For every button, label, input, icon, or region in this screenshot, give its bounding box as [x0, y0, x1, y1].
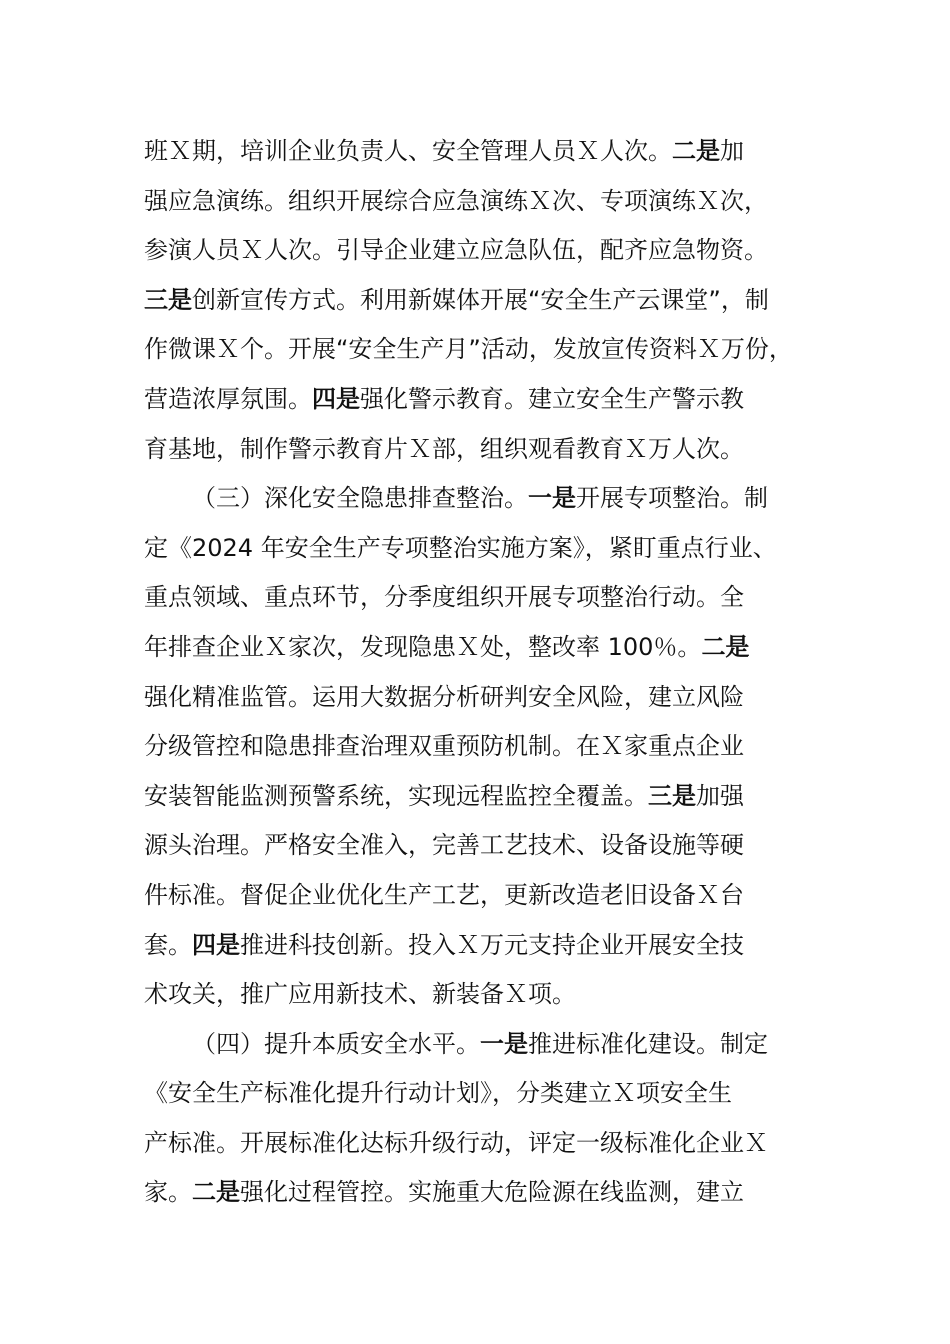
text-line	[144, 226, 844, 276]
emphasis-run: 一是	[528, 484, 576, 513]
text-run: 开展专项整治。制	[576, 484, 768, 513]
text-run: 强化精准监管。运用大数据分析研判安全风险，建立风险	[144, 682, 744, 711]
text-run: 《安全生产标准化提升行动计划》，分类建立Ｘ项安全生	[144, 1079, 732, 1108]
text-run: 年排查企业Ｘ家次，发现隐患Ｘ处，整改率 100％。	[144, 632, 702, 661]
emphasis-run: 三是	[648, 781, 696, 810]
text-run: 加	[720, 137, 744, 165]
text-line	[144, 1069, 844, 1119]
emphasis-run: 四是	[192, 930, 240, 959]
section-heading-line	[144, 474, 844, 524]
text-run: 推进科技创新。投入Ｘ万元支持企业开展安全技	[240, 930, 744, 959]
emphasis-run: 二是	[701, 632, 750, 661]
section-heading: （三）深化安全隐患排查整治。	[192, 484, 528, 513]
text-run: 强化警示教育。建立安全生产警示教	[360, 384, 744, 413]
section-heading: （四）提升本质安全水平。	[192, 1029, 480, 1058]
text-line	[144, 772, 844, 822]
text-run: 件标准。督促企业优化生产工艺，更新改造老旧设备Ｘ台	[144, 880, 744, 909]
text-run: 营造浓厚氛围。	[144, 384, 312, 413]
text-run: 术攻关，推广应用新技术、新装备Ｘ项。	[144, 980, 576, 1009]
text-run: 参演人员Ｘ人次。引导企业建立应急队伍，配齐应急物资。	[144, 236, 768, 265]
emphasis-run: 四是	[312, 384, 360, 413]
text-line	[144, 573, 844, 623]
text-line	[144, 325, 844, 375]
text-run: 重点领域、重点环节，分季度组织开展专项整治行动。全	[144, 583, 744, 612]
text-run: 套。	[144, 930, 192, 959]
emphasis-run: 二是	[192, 1178, 240, 1207]
text-line	[144, 276, 844, 326]
text-run: 产标准。开展标准化达标升级行动，评定一级标准化企业Ｘ	[144, 1128, 768, 1157]
text-line	[144, 623, 844, 673]
text-run: 作微课Ｘ个。开展“安全生产月”活动，发放宣传资料Ｘ万份，	[144, 335, 793, 364]
text-run: 班Ｘ期，培训企业负责人、安全管理人员Ｘ人次。	[144, 137, 672, 165]
text-line	[144, 871, 844, 921]
text-line	[144, 821, 844, 871]
text-line	[144, 673, 844, 723]
text-line	[144, 375, 844, 425]
emphasis-run: 一是	[480, 1029, 528, 1058]
text-run: 安装智能监测预警系统，实现远程监控全覆盖。	[144, 781, 648, 810]
document-body	[144, 127, 844, 1218]
text-run: 家。	[144, 1178, 192, 1207]
text-line	[144, 127, 844, 177]
section-heading-line	[144, 1020, 844, 1070]
text-line	[144, 970, 844, 1020]
text-run: 分级管控和隐患排查治理双重预防机制。在Ｘ家重点企业	[144, 732, 744, 761]
text-line	[144, 1168, 844, 1218]
text-run: 加强	[696, 781, 744, 810]
text-line	[144, 921, 844, 971]
text-line	[144, 524, 844, 574]
text-run: 育基地，制作警示教育片Ｘ部，组织观看教育Ｘ万人次。	[144, 434, 744, 463]
text-line	[144, 722, 844, 772]
text-run: 强化过程管控。实施重大危险源在线监测，建立	[240, 1178, 744, 1207]
emphasis-run: 三是	[144, 285, 192, 314]
text-line	[144, 425, 844, 475]
text-run: 源头治理。严格安全准入，完善工艺技术、设备设施等硬	[144, 831, 744, 860]
text-run: 创新宣传方式。利用新媒体开展“安全生产云课堂”，制	[192, 285, 769, 314]
text-line	[144, 177, 844, 227]
text-run: 强应急演练。组织开展综合应急演练Ｘ次、专项演练Ｘ次，	[144, 186, 768, 215]
text-line	[144, 1119, 844, 1169]
text-run: 推进标准化建设。制定	[528, 1029, 768, 1058]
text-run: 定《2024 年安全生产专项整治实施方案》，紧盯重点行业、	[144, 533, 777, 562]
emphasis-run: 二是	[672, 137, 720, 165]
